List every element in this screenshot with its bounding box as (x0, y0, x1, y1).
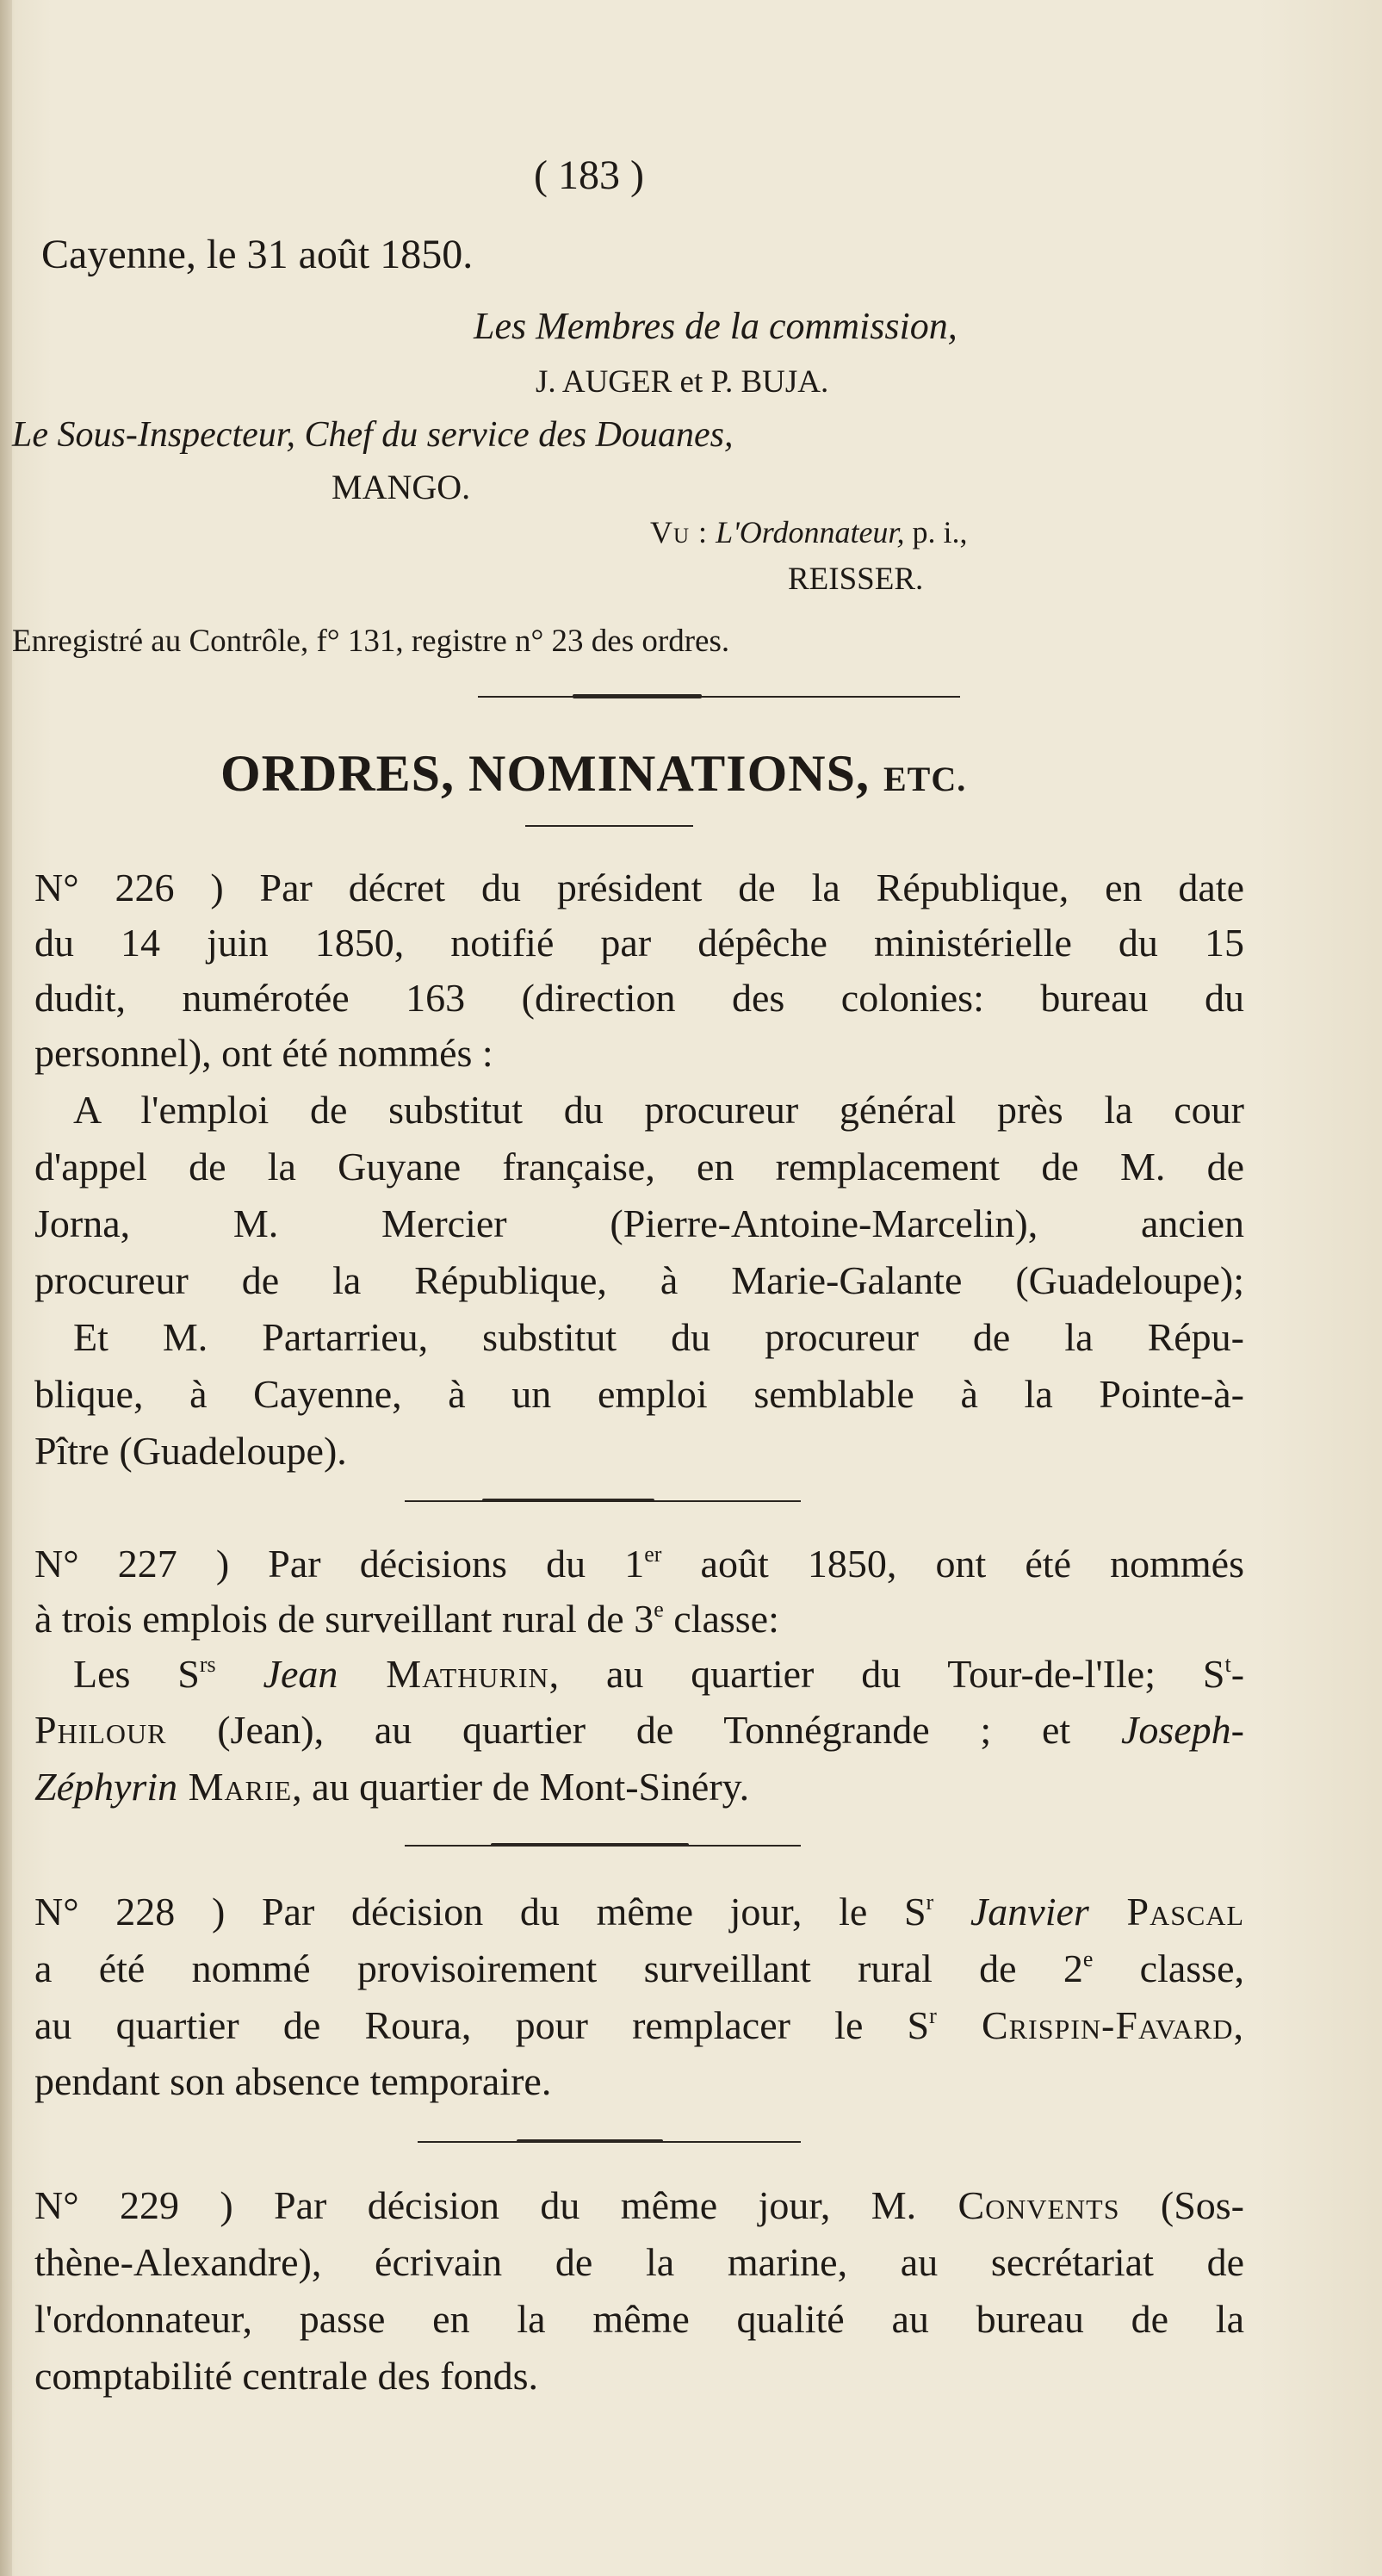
inspector-title: Le Sous-Inspecteur, Chef du service des Douanes, (12, 415, 734, 455)
entry-226-line: N° 226 ) Par décret du président de la République, en date (34, 866, 1244, 909)
entry-227-line: à trois emplois de surveillant rural de 3e classe: (34, 1597, 779, 1641)
entry-226-line: A l'emploi de substitut du procureur général près la cour (73, 1088, 1244, 1132)
inspector-name: MANGO. (332, 468, 471, 506)
entry-229-line: N° 229 ) Par décision du même jour, M. Convents (Sos- (34, 2183, 1244, 2227)
page-number: ( 183 ) (534, 152, 644, 198)
section-title-main: ORDRES, NOMINATIONS, (220, 745, 870, 802)
entry-229-line: thène-Alexandre), écrivain de la marine, au secrétariat de (34, 2240, 1244, 2284)
entry-226-line: Pître (Guadeloupe). (34, 1429, 347, 1473)
ordonnateur-title: L'Ordonnateur, (716, 515, 905, 549)
ordonnateur-line (650, 517, 967, 548)
entry-separator-accent (517, 2139, 663, 2143)
entry-227-line: Philour (Jean), au quartier de Tonnégrande ; et Joseph- (34, 1708, 1244, 1752)
entry-226-line: dudit, numérotée 163 (direction des colonies: bureau du (34, 976, 1244, 1020)
entry-228-line: a été nommé provisoirement surveillant rural de 2e classe, (34, 1946, 1244, 1990)
entry-228-line: N° 228 ) Par décision du même jour, le $S^r$ Janvier Pascal (34, 1890, 1244, 1934)
entry-229-line: l'ordonnateur, passe en la même qualité au bureau de la (34, 2297, 1244, 2341)
title-underline (525, 825, 693, 827)
entry-226-line: blique, à Cayenne, à un emploi semblable à la Pointe-à- (34, 1372, 1244, 1416)
commission-members-label: Les Membres de la commission, (474, 305, 957, 347)
vu-prefix: Vu : (650, 515, 709, 549)
section-title (220, 745, 967, 802)
entry-226-line: procureur de la République, à Marie-Galante (Guadeloupe); (34, 1258, 1244, 1302)
entry-226-line: personnel), ont été nommés : (34, 1031, 493, 1075)
entry-226-line: Jorna, M. Mercier (Pierre-Antoine-Marcelin), ancien (34, 1201, 1244, 1245)
entry-229-line: comptabilité centrale des fonds. (34, 2354, 539, 2398)
entry-228-line: au quartier de Roura, pour remplacer le $S^r$ Crispin-Favard, (34, 2003, 1244, 2047)
entry-227-line: Les $S^{rs}$ Jean Mathurin, au quartier du Tour-de-l'Ile; $S^t-$ (73, 1652, 1245, 1696)
place-date: Cayenne, le 31 août 1850. (41, 232, 474, 277)
ordonnateur-suffix: p. i., (912, 515, 968, 549)
entry-226-line: du 14 juin 1850, notifié par dépêche ministérielle du 15 (34, 921, 1244, 965)
entry-228-line: pendant son absence temporaire. (34, 2059, 552, 2103)
registration-note: Enregistré au Contrôle, f° 131, registre n° 23 des ordres. (12, 624, 730, 659)
ordonnateur-name: REISSER. (788, 562, 924, 597)
entry-227-line: Zéphyrin Marie, au quartier de Mont-Sinéry. (34, 1765, 750, 1809)
entry-227-line: N° 227 ) Par décisions du 1er août 1850, ont été nommés (34, 1542, 1244, 1586)
entry-separator-accent (482, 1499, 654, 1502)
commission-members-names: J. AUGER et P. BUJA. (536, 364, 829, 400)
entry-226-line: d'appel de la Guyane française, en remplacement de M. de (34, 1145, 1244, 1189)
section-separator-accent (573, 694, 702, 698)
entry-226-line: Et M. Partarrieu, substitut du procureur de la Répu- (73, 1315, 1244, 1359)
entry-separator-accent (491, 1843, 689, 1847)
section-separator (478, 696, 960, 698)
section-title-etc: ETC. (883, 760, 967, 798)
book-spine (0, 0, 12, 2576)
